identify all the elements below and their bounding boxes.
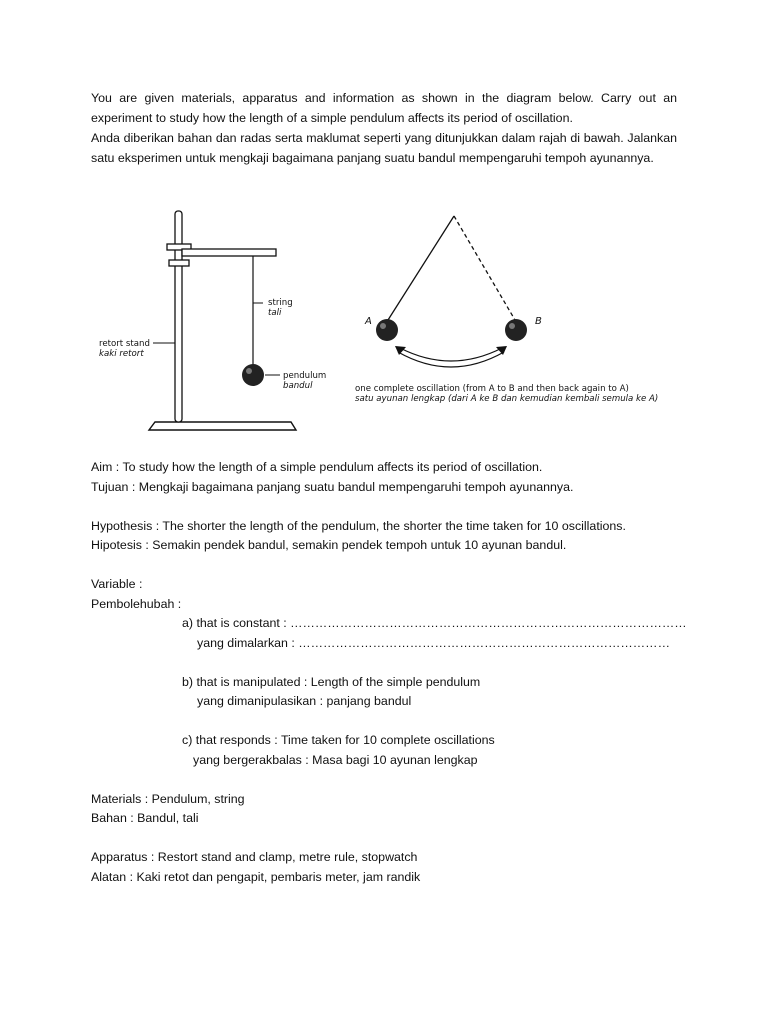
retort-base xyxy=(149,422,296,430)
label-pendulum: pendulum bandul xyxy=(283,371,327,391)
pendulum-diagram xyxy=(95,200,695,440)
aim-english: Aim : To study how the length of a simple pendulum affects its period of oscillation. xyxy=(91,460,543,474)
hypothesis-english: Hypothesis : The shorter the length of the pendulum, the shorter the time taken for 10 oscillations. xyxy=(91,518,626,533)
oscillation-caption: one complete oscillation (from A to B and then back again to A) satu ayunan lengkap (dari A ke B dan kemudian kembali semula ke A) xyxy=(355,384,659,404)
pendulum-diagram-drawing xyxy=(95,200,695,440)
intro-paragraph xyxy=(91,88,677,168)
manipulated-variable-malay: yang dimanipulasikan : panjang bandul xyxy=(197,694,412,708)
clamp-arm xyxy=(182,249,276,256)
bob-position-b xyxy=(505,319,527,341)
constant-variable-english: a) that is constant : …………………………………………………………………………………… xyxy=(182,616,687,630)
constant-variable-malay: yang dimalarkan : ……………………………………………………………………………… xyxy=(197,635,670,650)
label-string: string tali xyxy=(268,298,293,318)
label-point-a: A xyxy=(365,316,372,327)
materials-english: Materials : Pendulum, string xyxy=(91,791,245,806)
apparatus-english: Apparatus : Restort stand and clamp, metre rule, stopwatch xyxy=(91,850,418,864)
variable-heading-english: Variable : xyxy=(91,577,143,591)
responding-variable-malay: yang bergerakbalas : Masa bagi 10 ayunan lengkap xyxy=(193,752,478,767)
label-retort-stand: retort stand kaki retort xyxy=(99,339,150,359)
swing-string-b xyxy=(454,216,515,320)
intro-malay: Anda diberikan bahan dan radas serta maklumat seperti yang ditunjukkan dalam rajah di bawah. Jalankan satu eksperimen untuk mengkaji bagaimana panjang suatu bandul mempengaruhi tempoh ayunannya. xyxy=(91,131,677,165)
intro-english: You are given materials, apparatus and information as shown in the diagram below. Carry out an experiment to study how the length of a simple pendulum affects its period of oscillation. xyxy=(91,91,677,125)
hypothesis-malay: Hipotesis : Semakin pendek bandul, semakin pendek tempoh untuk 10 ayunan bandul. xyxy=(91,538,567,552)
apparatus-malay: Alatan : Kaki retot dan pengapit, pembaris meter, jam randik xyxy=(91,869,421,884)
label-point-b: B xyxy=(535,316,542,327)
materials-malay: Bahan : Bandul, tali xyxy=(91,811,199,825)
aim-malay: Tujuan : Mengkaji bagaimana panjang suatu bandul mempengaruhi tempoh ayunannya. xyxy=(91,479,574,494)
pendulum-bob xyxy=(242,364,264,386)
bob-position-a xyxy=(376,319,398,341)
responding-variable-english: c) that responds : Time taken for 10 complete oscillations xyxy=(182,733,495,747)
retort-rod xyxy=(175,211,182,422)
clamp-boss-lower xyxy=(169,260,189,266)
manipulated-variable-english: b) that is manipulated : Length of the simple pendulum xyxy=(182,674,481,689)
variable-heading-malay: Pembolehubah : xyxy=(91,596,182,611)
worksheet-body xyxy=(91,458,691,887)
swing-string-a xyxy=(388,216,454,320)
